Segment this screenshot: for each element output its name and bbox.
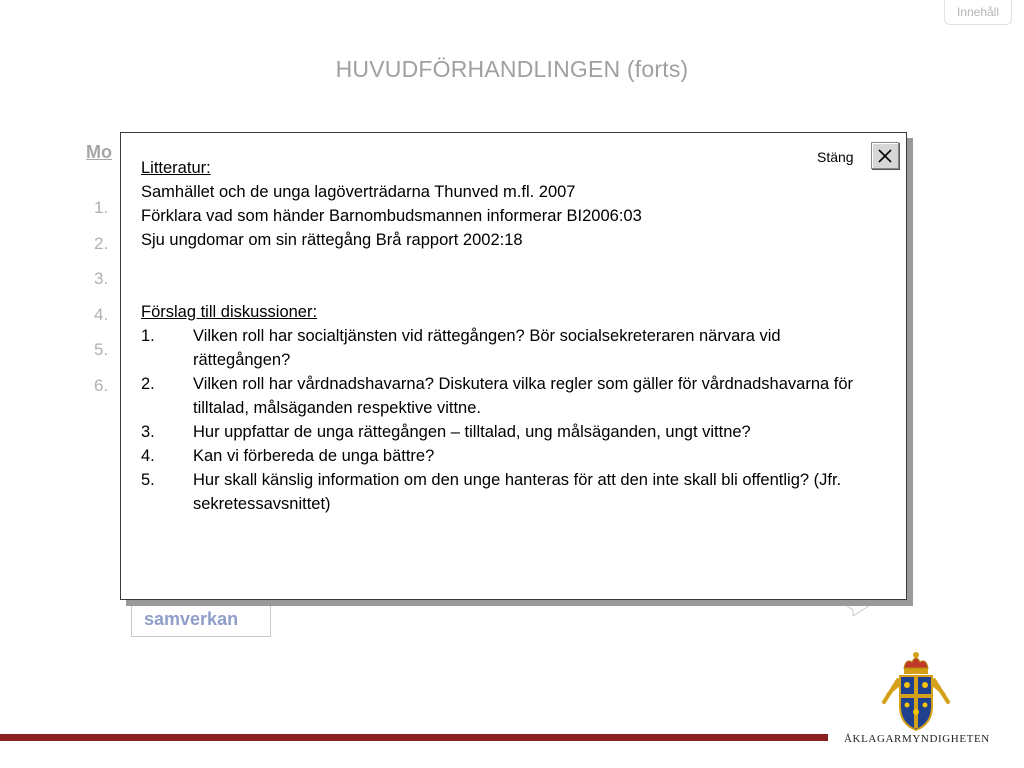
coat-of-arms-icon bbox=[876, 650, 956, 732]
discussion-item bbox=[141, 372, 881, 420]
background-heading: Mo bbox=[86, 142, 112, 162]
agency-name: ÅKLAGARMYNDIGHETEN bbox=[844, 733, 990, 745]
discussion-number: 4. bbox=[141, 447, 155, 465]
literature-heading: Litteratur: bbox=[141, 159, 211, 177]
discussion-heading: Förslag till diskussioner: bbox=[141, 303, 318, 321]
discussion-number: 2. bbox=[141, 375, 155, 393]
literature-item: Sju ungdomar om sin rättegång Brå rapport 2002:18 bbox=[141, 231, 523, 249]
literature-item: Förklara vad som händer Barnombudsmannen informerar BI2006:03 bbox=[141, 207, 642, 225]
slide-title: HUVUDFÖRHANDLINGEN (forts) bbox=[335, 56, 689, 82]
discussion-text: Vilken roll har vårdnadshavarna? Diskutera vilka regler som gäller för vårdnadshavarna för tilltalad, målsäganden respektive vittne. bbox=[193, 375, 854, 417]
discussion-text: Hur uppfattar de unga rättegången – tilltalad, ung målsäganden, ungt vittne? bbox=[193, 423, 751, 441]
discussion-text: Hur skall känslig information om den unge hanteras för att den inte skall bli offentlig? (Jfr. sekretessavsnittet) bbox=[193, 471, 842, 513]
literature-item: Samhället och de unga lagöverträdarna Thunved m.fl. 2007 bbox=[141, 183, 576, 201]
toc-button[interactable]: Innehåll bbox=[944, 0, 1012, 25]
close-label[interactable]: Stäng bbox=[817, 149, 854, 165]
discussion-item bbox=[141, 444, 881, 468]
background-list-number: 5. bbox=[94, 340, 109, 359]
discussion-item bbox=[141, 468, 881, 516]
discussion-text: Kan vi förbereda de unga bättre? bbox=[193, 447, 435, 465]
footer-bar bbox=[0, 734, 828, 741]
background-list-number: 1. bbox=[94, 198, 109, 217]
popup-content bbox=[141, 156, 881, 516]
discussion-number: 5. bbox=[141, 471, 155, 489]
discussion-item bbox=[141, 324, 881, 372]
background-list-number: 6. bbox=[94, 375, 109, 395]
discussion-number: 3. bbox=[141, 423, 155, 441]
background-list-number: 2. bbox=[94, 233, 109, 253]
literature-popup bbox=[120, 132, 907, 600]
background-list-number: 3. bbox=[94, 269, 109, 288]
background-callout-text: samverkan bbox=[144, 609, 239, 629]
discussion-item bbox=[141, 420, 881, 444]
background-list bbox=[94, 198, 108, 411]
discussion-number: 1. bbox=[141, 327, 155, 345]
background-list-number: 4. bbox=[94, 304, 109, 324]
discussion-text: Vilken roll har socialtjänsten vid rättegången? Bör socialsekreteraren närvara vid rättegången? bbox=[193, 327, 781, 369]
